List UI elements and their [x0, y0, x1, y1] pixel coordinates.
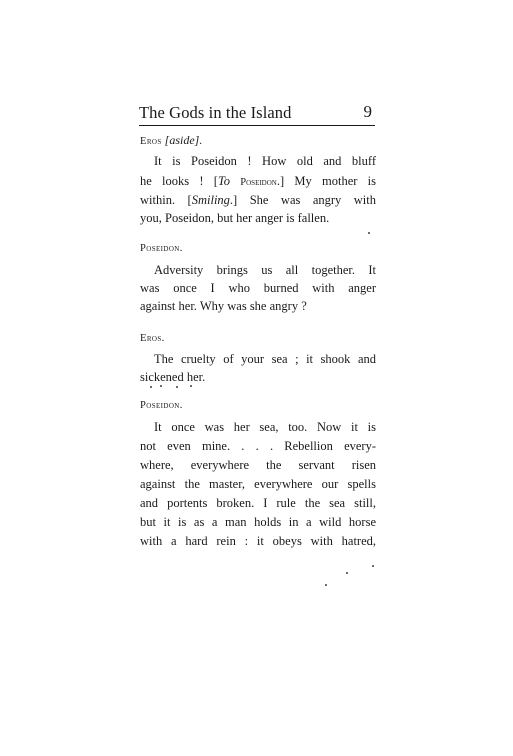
- speaker-poseidon: [140, 243, 183, 254]
- scan-speck: [368, 232, 370, 234]
- speech-line: [140, 174, 376, 189]
- speaker-eros: [140, 133, 202, 148]
- speech-line: [140, 439, 376, 454]
- speech-text: Adversity brings us all together. It: [154, 263, 376, 277]
- speech-text: against her. Why was she angry ?: [140, 299, 307, 313]
- running-head: The Gods in the Island: [139, 103, 292, 122]
- speech-text: .] She was angry with: [229, 193, 376, 207]
- speech-text: but it is as a man holds in a wild horse: [140, 515, 376, 529]
- speaker-name: Poseidon.: [140, 243, 183, 254]
- speech-line: [140, 496, 376, 511]
- speech-line: [154, 263, 376, 278]
- speaker-poseidon: [140, 400, 183, 411]
- speech-text: .] My mother is: [276, 174, 376, 188]
- speech-line: [154, 352, 376, 367]
- speech-text: was once I who burned with anger: [140, 281, 376, 295]
- speech-text: with a hard rein : it obeys with hatred,: [140, 534, 376, 548]
- speech-line: [140, 299, 376, 314]
- stage-direction: [aside].: [164, 133, 203, 147]
- speech-line: [140, 193, 376, 208]
- speaker-name: Eros.: [140, 333, 165, 344]
- speech-text: not even mine. . . . Rebellion every-: [140, 439, 376, 453]
- speech-text: against the master, everywhere our spells: [140, 477, 376, 491]
- speech-line: [140, 515, 376, 530]
- speech-line: [140, 211, 376, 226]
- speech-line: [154, 420, 376, 435]
- scan-speck: [190, 385, 192, 387]
- stage-direction-text: To: [217, 174, 231, 188]
- speech-text: you, Poseidon, but her anger is fallen.: [140, 211, 330, 225]
- page-number: 9: [363, 102, 372, 121]
- speaker-name: Eros: [140, 136, 162, 147]
- scan-speck: [372, 565, 374, 567]
- speaker-eros: [140, 333, 165, 344]
- speech-text: where, everywhere the servant risen: [140, 458, 376, 472]
- scan-speck: [176, 386, 178, 388]
- speech-line: [140, 458, 376, 473]
- speech-text: and portents broken. I rule the sea still,: [140, 496, 376, 510]
- speech-text: The cruelty of your sea ; it shook and: [154, 352, 376, 366]
- speech-text: It is Poseidon ! How old and bluff: [154, 154, 376, 168]
- scan-speck: [150, 386, 152, 388]
- speaker-name: Poseidon.: [140, 400, 183, 411]
- scan-speck: [325, 584, 327, 586]
- speech-text: within. [: [140, 193, 192, 207]
- speech-line: [154, 154, 376, 169]
- speech-line: [140, 534, 376, 549]
- speech-text: he looks ! [: [140, 174, 218, 188]
- speech-text: sickened her.: [140, 370, 206, 384]
- scan-speck: [160, 385, 162, 387]
- speech-text: [230, 174, 240, 188]
- speech-line: [140, 370, 376, 385]
- scan-speck: [346, 572, 348, 574]
- stage-direction-name: Poseidon: [240, 177, 277, 188]
- speech-text: It once was her sea, too. Now it is: [154, 420, 376, 434]
- speech-line: [140, 477, 376, 492]
- speech-line: [140, 281, 376, 296]
- stage-direction-text: Smiling: [191, 193, 230, 207]
- page-header: [139, 101, 375, 126]
